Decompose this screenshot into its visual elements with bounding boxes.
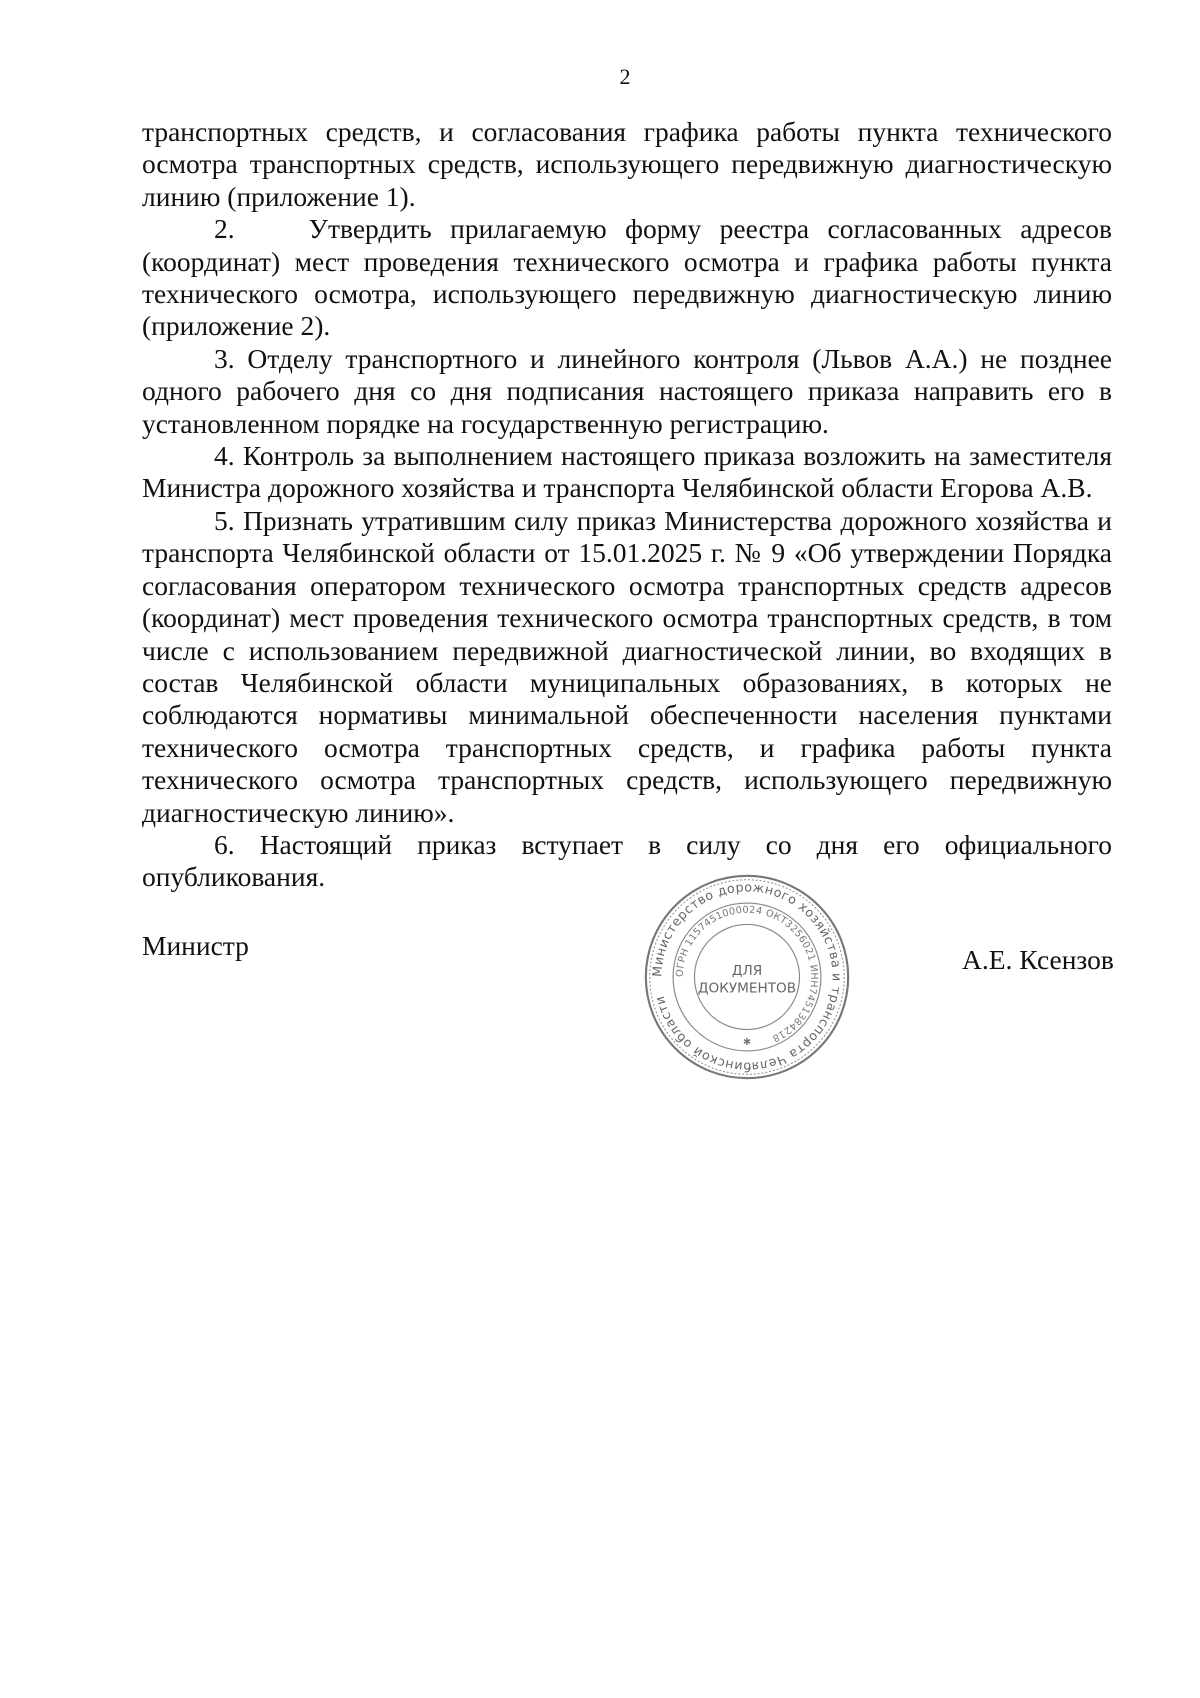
seal-center-line2: ДОКУМЕНТОВ (697, 980, 797, 997)
official-seal (640, 870, 854, 1084)
seal-star-icon: ✱ (742, 1037, 752, 1049)
seal-outer-text: Министерство дорожного хозяйства и транспорта Челябинской области (649, 879, 845, 1075)
signatory-name: А.Е. Ксензов (962, 944, 1114, 975)
seal-graphic (640, 870, 854, 1084)
seal-inner-text: ОГРН 1157451000024 ОКТ3256021 ИНН7451384218 (674, 904, 820, 1044)
paragraph-2: 2. Утвердить прилагаемую форму реестра согласованных адресов (координат) мест проведения технического осмотра и графика работы пункта технического осмотра, использующего передвижную диагностическую линию (приложение 2). (142, 213, 1112, 342)
paragraph-5: 5. Признать утратившим силу приказ Министерства дорожного хозяйства и транспорта Челябинской области от 15.01.2025 г. № 9 «Об утверждении Порядка согласования оператором технического осмотра транспортных средств адресов (координат) мест проведения технического осмотра транспортных средств, в том числе с использованием передвижной диагностической линии, во входящих в состав Челябинской области муниципальных образованиях, в которых не соблюдаются нормативы минимальной обеспеченности населения пунктами технического осмотра транспортных средств, и графика работы пункта технического осмотра транспортных средств, использующего передвижную диагностическую линию». (142, 504, 1112, 828)
signature-position: Министр (142, 930, 249, 961)
paragraph-1: транспортных средств, и согласования графика работы пункта технического осмотра транспортных средств, использующего передвижную диагностическую линию (приложение 1). (142, 116, 1112, 212)
seal-center-line1: ДЛЯ (731, 963, 763, 980)
paragraph-6: 6. Настоящий приказ вступает в силу со дня его официального опубликования. (142, 828, 1112, 893)
paragraph-3: 3. Отделу транспортного и линейного контроля (Львов А.А.) не позднее одного рабочего дня со дня подписания настоящего приказа направить его в установленном порядке на государственную регистрацию. (142, 342, 1112, 439)
paragraph-4: 4. Контроль за выполнением настоящего приказа возложить на заместителя Министра дорожного хозяйства и транспорта Челябинской области Егорова А.В. (142, 440, 1112, 504)
document-body (142, 116, 1112, 894)
page-number: 2 (619, 64, 631, 89)
